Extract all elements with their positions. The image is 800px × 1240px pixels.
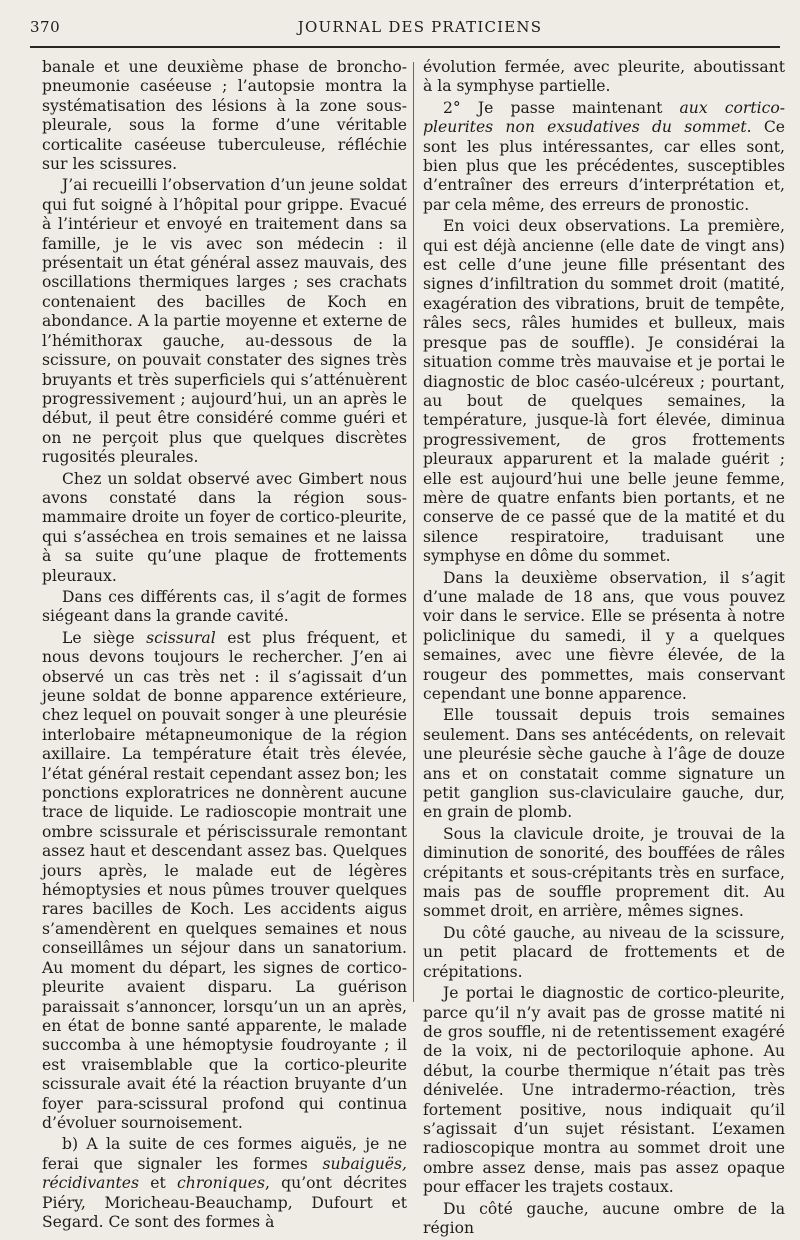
page-number: 370 — [30, 18, 61, 36]
paragraph: Dans la deuxième observation, il s’agit d’une malade de 18 ans, que vous pouvez voir dans le service. Elle se présenta à notre policlinique du samedi, il y a quelques semaines, avec une fièvre élevée, de la rougeur des pommettes, mais conservant cependant une bonne apparence. — [423, 568, 785, 703]
paragraph: Elle toussait depuis trois semaines seulement. Dans ses antécédents, on relevait une pleurésie sèche gauche à l’âge de douze ans et on constatait comme signature un petit ganglion sus-claviculaire gauche, dur, en grain de plomb. — [423, 706, 785, 822]
paragraph — [42, 629, 407, 1134]
paragraph — [423, 99, 785, 215]
paragraph: banale et une deuxième phase de broncho-pneumonie caséeuse ; l’autopsie montra la systématisation des lésions à la zone sous-pleurale, sous la forme d’une véritable corticalite caséeuse tuberculeuse, réfléchie sur les scissures. — [42, 58, 407, 174]
paragraph: Du côté gauche, au niveau de la scissure, un petit placard de frottements et de crépitations. — [423, 923, 785, 981]
paragraph: Chez un soldat observé avec Gimbert nous avons constaté dans la région sous-mammaire droite un foyer de cortico-pleurite, qui s’asséchea en trois semaines et ne laissa à sa suite qu’une plaque de frottements pleuraux. — [42, 469, 407, 585]
text-run: b) A la suite de ces formes aiguës, je ne ferai que signaler les formes — [42, 1135, 407, 1173]
paragraph: Du côté gauche, aucune ombre de la région — [423, 1199, 785, 1237]
paragraph: Dans ces différents cas, il s’agit de formes siégeant dans la grande cavité. — [42, 587, 407, 626]
page-header — [30, 18, 780, 40]
paragraph — [42, 1135, 407, 1232]
journal-title: JOURNAL DES PRATICIENS — [297, 18, 543, 36]
text-run: Le siège — [62, 628, 147, 647]
text-run: . Ce sont les plus intéressantes, car elles sont, bien plus que les précédentes, susceptibles d’entraîner des erreurs d’interprétation et, par cela même, des erreurs de pronostic. — [423, 118, 785, 214]
right-column — [423, 58, 785, 1240]
paragraph: Je portai le diagnostic de cortico-pleurite, parce qu’il n’y avait pas de grosse matité ni de gros souffle, ni de retentissement exagéré de la voix, ni de pectoriloquie aphone. Au début, la courbe thermique n’était pas très dénivelée. Une intradermo-réaction, très fortement positive, nous indiquait qu’il s’agissait d’un sujet résistant. L’examen radioscopique montra au sommet droit une ombre assez dense, mais pas assez opaque pour effacer les trajets costaux. — [423, 984, 785, 1197]
text-run: est plus fréquent, et nous devons toujours le rechercher. J’en ai observé un cas très net : il s’agissait d’un jeune soldat de bonne apparence extérieure, chez lequel on pouvait songer à une pleurésie interlobaire métapneumonique de la région axillaire. La température était très élevée, l’état général restait cependant assez bon; les ponctions exploratrices ne donnèrent aucune trace de liquide. Le radioscopie montrait une ombre scissurale et périscissurale remontant assez haut et descendant assez bas. Quelques jours après, le malade eut de légères hémoptysies et nous pûmes trouver quelques rares bacilles de Koch. Les accidents aigus s’amendèrent en quelques semaines et nous conseillâmes un séjour dans un sanatorium. Au moment du départ, les signes de cortico-pleurite avaient disparu. La guérison paraissait s’annoncer, lorsqu’un un an après, en état de bonne santé apparente, le malade succomba à une hémoptysie foudroyante ; il est vraisemblable que la cortico-pleurite scissurale avait été la réaction bruyante d’un foyer para-scissural profond qui continua d’évoluer sournoisement. — [42, 628, 407, 1132]
italic-run: subaiguës, récidivantes — [42, 1154, 407, 1193]
paragraph: J’ai recueilli l’observation d’un jeune soldat qui fut soigné à l’hôpital pour grippe. Evacué à l’intérieur et envoyé en traitement dans sa famille, je le vis avec son médecin : il présentait un état général assez mauvais, des oscillations thermiques larges ; ses crachats contenaient des bacilles de Koch en abondance. A la partie moyenne et externe de l’hémithorax gauche, au-dessous de la scissure, on pouvait constater des signes très bruyants et très superficiels qui s’atténuèrent progressivement ; aujourd’hui, un an après le début, il peut être considéré comme guéri et on ne perçoit plus que quelques discrètes rugosités pleurales. — [42, 176, 407, 467]
italic-run: aux cortico-pleurites non exsudatives du sommet — [423, 98, 786, 137]
italic-run: scissural — [146, 628, 216, 647]
header-rule — [30, 46, 780, 48]
text-run: , qu’ont décrites Piéry, Moricheau-Beauchamp, Dufourt et Segard. Ce sont des formes à — [42, 1174, 407, 1231]
paragraph: En voici deux observations. La première, qui est déjà ancienne (elle date de vingt ans) est celle d’une jeune fille présentant des signes d’infiltration du sommet droit (matité, exagération des vibrations, bruit de tempête, râles secs, râles humides et bulleux, mais presque pas de souffle). Je considérai la situation comme très mauvaise et je portai le diagnostic de bloc caséo-ulcéreux ; pourtant, au bout de quelques semaines, la température, jusque-là fort élevée, diminua progressivement, de gros frottements pleuraux apparurent et la malade guérit ; elle est aujourd’hui une belle jeune femme, mère de quatre enfants bien portants, et ne conserve de ce passé que de la matité et du silence respiratoire, traduisant une symphyse en dôme du sommet. — [423, 217, 785, 566]
left-column — [42, 58, 407, 1234]
paragraph: évolution fermée, avec pleurite, aboutissant à la symphyse partielle. — [423, 58, 785, 96]
italic-run: chroniques — [177, 1174, 265, 1193]
text-run: et — [139, 1174, 178, 1193]
paragraph: Sous la clavicule droite, je trouvai de la diminution de sonorité, des bouffées de râles crépitants et sous-crépitants très en surface, mais pas de souffle proprement dit. Au sommet droit, en arrière, mêmes signes. — [423, 824, 785, 921]
text-run: 2° Je passe maintenant — [443, 98, 680, 117]
column-divider — [413, 62, 414, 1002]
